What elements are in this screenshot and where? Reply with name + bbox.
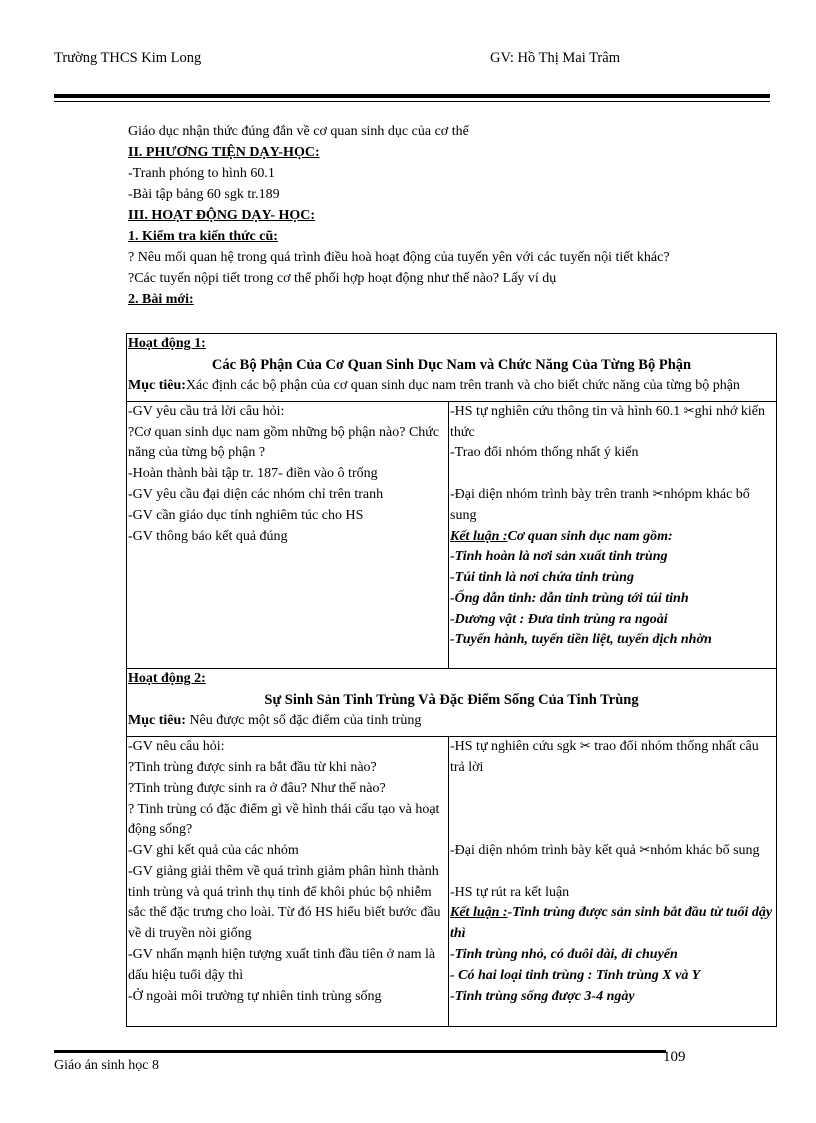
activity2-teacher-cell <box>127 737 449 1027</box>
spacer <box>450 862 775 883</box>
teacher-step: -GV nêu câu hỏi: <box>128 739 225 755</box>
activity2-goal-label: Mục tiêu: <box>128 712 186 728</box>
activity2-conclusion <box>450 903 775 945</box>
section-3-title: III. HOẠT ĐỘNG DẠY- HỌC: <box>128 208 316 223</box>
teacher-step: -Hoàn thành bài tập tr. 187- điền vào ô trống <box>128 466 378 482</box>
activity2-goal-text: Nêu được một số đặc điểm của tinh trùng <box>185 712 422 728</box>
spacer <box>450 779 775 800</box>
scissors-icon: ✂ <box>683 403 695 419</box>
teacher-step: -GV giảng giải thêm về quá trình giảm phân hình thành tinh trùng và quá trình thụ tinh để khôi phúc bộ nhiễm sắc thể đặc trưng cho loài. Từ đó HS hiểu biết bước đầu về di truyền nòi giống <box>128 863 441 942</box>
subsection-2-title: 2. Bài mới: <box>128 292 194 307</box>
activity1-title: Các Bộ Phận Của Cơ Quan Sinh Dục Nam và Chức Năng Của Từng Bộ Phận <box>211 356 692 373</box>
scissors-icon: ✂ <box>652 486 664 502</box>
teacher-step: ? Tinh trùng có đặc điểm gì về hình thái cấu tạo và hoạt động sống? <box>128 801 440 838</box>
activity1-goal-label: Mục tiêu: <box>128 377 186 393</box>
conclusion-item: -Tuyến hành, tuyến tiền liệt, tuyến dịch nhờn <box>450 632 712 648</box>
footer-title: Giáo án sinh học 8 <box>54 1058 159 1073</box>
teacher-step: -GV thông báo kết quả đúng <box>128 528 288 544</box>
lesson-intro <box>128 121 776 310</box>
teacher-step: -GV nhấn mạnh hiện tượng xuất tinh đầu tiên ở nam là dấu hiệu tuổi dậy thì <box>128 947 436 983</box>
conclusion-item: -Tinh trùng sống được 3-4 ngày <box>450 988 635 1004</box>
activities-table <box>126 333 777 1027</box>
student-step-text: -HS tự nghiên cứu thông tin và hình 60.1 <box>450 403 684 419</box>
teacher-step: -GV ghi kết quả của các nhóm <box>128 843 299 859</box>
review-question-2: ?Các tuyến nộpi tiết trong cơ thể phối hợp hoạt động như thế nào? Lấy ví dụ <box>128 271 557 286</box>
scissors-icon: ✂ <box>639 843 651 859</box>
material-item: -Tranh phóng to hình 60.1 <box>128 166 275 181</box>
activity1-label: Hoạt động 1: <box>128 336 206 351</box>
goal-line: Giáo dục nhận thức đúng đắn về cơ quan sinh dục của cơ thể <box>128 124 469 139</box>
student-step <box>450 402 775 444</box>
subsection-1-title: 1. Kiểm tra kiến thức cũ: <box>128 229 278 244</box>
activity2-header <box>127 669 777 737</box>
student-step <box>450 485 775 527</box>
activity1-student-cell <box>449 401 777 669</box>
student-step-text: nhópm khác bổ sung <box>450 486 750 523</box>
conclusion-label: Kết luận : <box>450 528 508 544</box>
teacher-step: -GV yêu cầu trả lời câu hỏi: <box>128 403 285 419</box>
student-step-text: -Đại diện nhóm trình bày trên tranh <box>450 486 653 502</box>
header-teacher: GV: Hồ Thị Mai Trâm <box>490 50 620 66</box>
activity2-header-row <box>127 669 777 737</box>
teacher-step: ?Cơ quan sinh dục nam gồm những bộ phận nào? Chức năng của từng bộ phận ? <box>128 424 440 461</box>
footer-rule <box>54 1050 666 1053</box>
review-question-1: ? Nêu mối quan hệ trong quá trình điều hoà hoạt động của tuyến yên với các tuyến nội tiết khác? <box>128 250 670 265</box>
student-step-text: nhóm khác bổ sung <box>650 843 760 859</box>
student-step-text: -HS tự nghiên cứu sgk <box>450 739 580 755</box>
teacher-step: -GV cần giáo dục tính nghiêm túc cho HS <box>128 507 364 523</box>
header-rule-thick <box>54 94 770 98</box>
teacher-step: -Ở ngoài môi trường tự nhiên tinh trùng sống <box>128 988 382 1004</box>
scissors-icon: ✂ <box>579 739 591 755</box>
spacer <box>450 800 775 821</box>
section-2-title: II. PHƯƠNG TIỆN DẠY-HỌC: <box>128 145 320 160</box>
activity2-title: Sự Sinh Sản Tinh Trùng Và Đặc Điểm Sống Của Tinh Trùng <box>264 692 639 709</box>
activity2-label: Hoạt động 2: <box>128 671 206 687</box>
conclusion-text: Cơ quan sinh dục nam gồm: <box>507 528 673 544</box>
student-step-text: trao đổi nhóm thống nhất câu trả lời <box>450 739 759 775</box>
activity1-header <box>127 334 777 402</box>
student-step <box>450 737 775 779</box>
conclusion-item: -Túi tinh là nơi chứa tinh trùng <box>450 570 634 586</box>
conclusion-item: -Dương vật : Đưa tinh trùng ra ngoài <box>450 611 668 627</box>
conclusion-item: -Tinh hoàn là nơi sản xuất tinh trùng <box>450 549 668 565</box>
teacher-step: ?Tinh trùng được sinh ra ở đâu? Như thế nào? <box>128 780 386 796</box>
conclusion-item: -Tinh trùng nhỏ, có đuôi dài, di chuyển <box>450 947 678 963</box>
activity2-student-cell <box>449 737 777 1027</box>
header-rule-thin <box>54 101 770 102</box>
student-step <box>450 841 775 862</box>
student-step: -Trao đổi nhóm thống nhất ý kiến <box>450 445 639 461</box>
conclusion-item: - Có hai loại tinh trùng : Tinh trùng X và Y <box>450 967 701 983</box>
student-step: -HS tự rút ra kết luận <box>450 884 570 900</box>
activity2-goal <box>128 711 775 732</box>
activity2-body-row <box>127 737 777 1027</box>
conclusion-label: Kết luận : <box>450 905 508 921</box>
spacer <box>450 820 775 841</box>
conclusion-text: -Tinh trùng được sản sinh bắt đầu từ tuổi dậy thì <box>450 905 773 942</box>
activity1-goal-text: Xác định các bộ phận của cơ quan sinh dục nam trên tranh và cho biết chức năng của từng bộ phận <box>185 377 740 393</box>
header-school: Trường THCS Kim Long <box>54 50 202 66</box>
activity1-goal <box>128 376 775 397</box>
activity1-teacher-cell <box>127 401 449 669</box>
spacer <box>450 464 775 485</box>
activity1-conclusion <box>450 527 775 548</box>
activity1-body-row <box>127 401 777 669</box>
material-item: -Bài tập bảng 60 sgk tr.189 <box>128 187 280 202</box>
student-step-text: ghi nhớ kiến thức <box>450 403 766 440</box>
activity1-header-row <box>127 334 777 402</box>
student-step-text: -Đại diện nhóm trình bày kết quả <box>450 843 640 859</box>
conclusion-item: -Ống dẫn tinh: dẫn tinh trùng tới túi tinh <box>450 590 689 606</box>
page-number: 109 <box>663 1049 686 1065</box>
teacher-step: ?Tinh trùng được sinh ra bắt đầu từ khi nào? <box>128 759 377 775</box>
teacher-step: -GV yêu cầu đại diện các nhóm chỉ trên tranh <box>128 486 384 502</box>
